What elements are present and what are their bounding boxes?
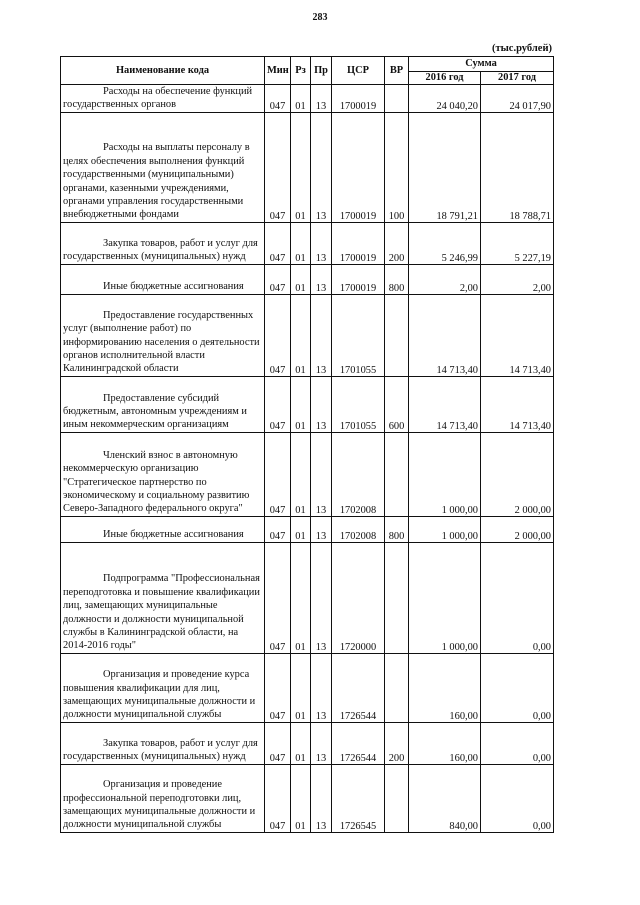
row-rz: 01 [291,85,311,113]
row-2016: 18 791,21 [409,112,481,222]
row-csr: 1726544 [332,722,385,764]
table-header [61,57,554,85]
header-2017: 2017 год [481,72,554,85]
row-name: Предоставление субсидий бюджетным, автономным учреждениям и иным некоммерческим организациям [61,376,265,432]
table-row [61,516,554,542]
header-min: Мин [265,57,291,85]
row-2016: 1 000,00 [409,542,481,653]
row-csr: 1702008 [332,432,385,516]
header-2016: 2016 год [409,72,481,85]
row-vr [385,653,409,722]
row-rz: 01 [291,376,311,432]
row-rz: 01 [291,112,311,222]
row-min: 047 [265,222,291,264]
row-csr: 1700019 [332,85,385,113]
row-2017: 2 000,00 [481,432,554,516]
header-name: Наименование кода [61,57,265,85]
row-min: 047 [265,294,291,376]
row-min: 047 [265,764,291,832]
row-csr: 1726545 [332,764,385,832]
table-row [61,222,554,264]
row-2016: 1 000,00 [409,432,481,516]
row-rz: 01 [291,294,311,376]
row-min: 047 [265,653,291,722]
row-pr: 13 [311,222,332,264]
row-csr: 1701055 [332,294,385,376]
table-body [61,85,554,833]
row-2016: 160,00 [409,722,481,764]
row-2017: 0,00 [481,653,554,722]
row-name: Расходы на обеспечение функций государственных органов [61,85,265,113]
row-2017: 0,00 [481,542,554,653]
row-rz: 01 [291,764,311,832]
row-pr: 13 [311,85,332,113]
row-rz: 01 [291,432,311,516]
row-2016: 5 246,99 [409,222,481,264]
page-number: 283 [312,12,328,23]
row-2017: 0,00 [481,722,554,764]
row-name: Закупка товаров, работ и услуг для государственных (муниципальных) нужд [61,722,265,764]
table-row [61,432,554,516]
row-vr [385,764,409,832]
row-min: 047 [265,264,291,294]
header-csr: ЦСР [332,57,385,85]
row-name: Расходы на выплаты персоналу в целях обеспечения выполнения функций государственными (муниципальными) органами, казенными учреждениями, органами управления государственными внебюджетными фондами [61,112,265,222]
row-csr: 1726544 [332,653,385,722]
row-csr: 1700019 [332,264,385,294]
table-row [61,376,554,432]
row-pr: 13 [311,264,332,294]
row-vr: 800 [385,516,409,542]
row-rz: 01 [291,653,311,722]
row-vr: 800 [385,264,409,294]
row-csr: 1700019 [332,222,385,264]
row-vr [385,85,409,113]
table-row [61,542,554,653]
row-rz: 01 [291,542,311,653]
row-2017: 18 788,71 [481,112,554,222]
row-min: 047 [265,112,291,222]
row-2017: 0,00 [481,764,554,832]
row-2017: 5 227,19 [481,222,554,264]
header-sum: Сумма [409,57,554,72]
row-vr: 100 [385,112,409,222]
row-name: Иные бюджетные ассигнования [61,264,265,294]
row-name: Подпрограмма "Профессиональная переподготовка и повышение квалификации лиц, замещающих муниципальные должности и должности муниципальной службы в Калининградской области, на 2014-2016 годы" [61,542,265,653]
row-pr: 13 [311,653,332,722]
table-row [61,85,554,113]
units-label: (тыс.рублей) [491,43,552,54]
row-min: 047 [265,85,291,113]
row-2017: 2,00 [481,264,554,294]
row-2017: 14 713,40 [481,376,554,432]
row-min: 047 [265,516,291,542]
row-pr: 13 [311,294,332,376]
row-pr: 13 [311,516,332,542]
table-row [61,764,554,832]
row-2016: 24 040,20 [409,85,481,113]
row-csr: 1701055 [332,376,385,432]
row-2016: 160,00 [409,653,481,722]
row-name: Закупка товаров, работ и услуг для государственных (муниципальных) нужд [61,222,265,264]
row-pr: 13 [311,432,332,516]
row-csr: 1702008 [332,516,385,542]
row-pr: 13 [311,376,332,432]
table-row [61,722,554,764]
row-min: 047 [265,376,291,432]
row-2016: 14 713,40 [409,294,481,376]
row-rz: 01 [291,516,311,542]
row-2017: 24 017,90 [481,85,554,113]
row-2016: 2,00 [409,264,481,294]
row-vr [385,432,409,516]
row-rz: 01 [291,222,311,264]
row-pr: 13 [311,112,332,222]
row-csr: 1700019 [332,112,385,222]
table-row [61,112,554,222]
header-vr: ВР [385,57,409,85]
row-vr [385,542,409,653]
row-vr: 600 [385,376,409,432]
row-rz: 01 [291,722,311,764]
row-2017: 14 713,40 [481,294,554,376]
table-row [61,294,554,376]
row-min: 047 [265,722,291,764]
row-2017: 2 000,00 [481,516,554,542]
row-csr: 1720000 [332,542,385,653]
budget-table [60,56,554,833]
row-min: 047 [265,432,291,516]
header-rz: Рз [291,57,311,85]
header-pr: Пр [311,57,332,85]
row-name: Организация и проведение профессиональной переподготовки лиц, замещающих муниципальные должности и должности муниципальной службы [61,764,265,832]
table-row [61,653,554,722]
row-name: Членский взнос в автономную некоммерческую организацию "Стратегическое партнерство по экономическому и социальному развитию Северо-Западного федерального округа" [61,432,265,516]
row-name: Предоставление государственных услуг (выполнение работ) по информированию населения о деятельности органов исполнительной власти Калининградской области [61,294,265,376]
row-vr: 200 [385,222,409,264]
table-row [61,264,554,294]
row-rz: 01 [291,264,311,294]
row-vr [385,294,409,376]
row-pr: 13 [311,764,332,832]
row-2016: 1 000,00 [409,516,481,542]
row-min: 047 [265,542,291,653]
row-pr: 13 [311,542,332,653]
row-name: Организация и проведение курса повышения квалификации для лиц, замещающих муниципальные должности и должности муниципальной службы [61,653,265,722]
row-name: Иные бюджетные ассигнования [61,516,265,542]
row-2016: 14 713,40 [409,376,481,432]
row-2016: 840,00 [409,764,481,832]
row-vr: 200 [385,722,409,764]
row-pr: 13 [311,722,332,764]
